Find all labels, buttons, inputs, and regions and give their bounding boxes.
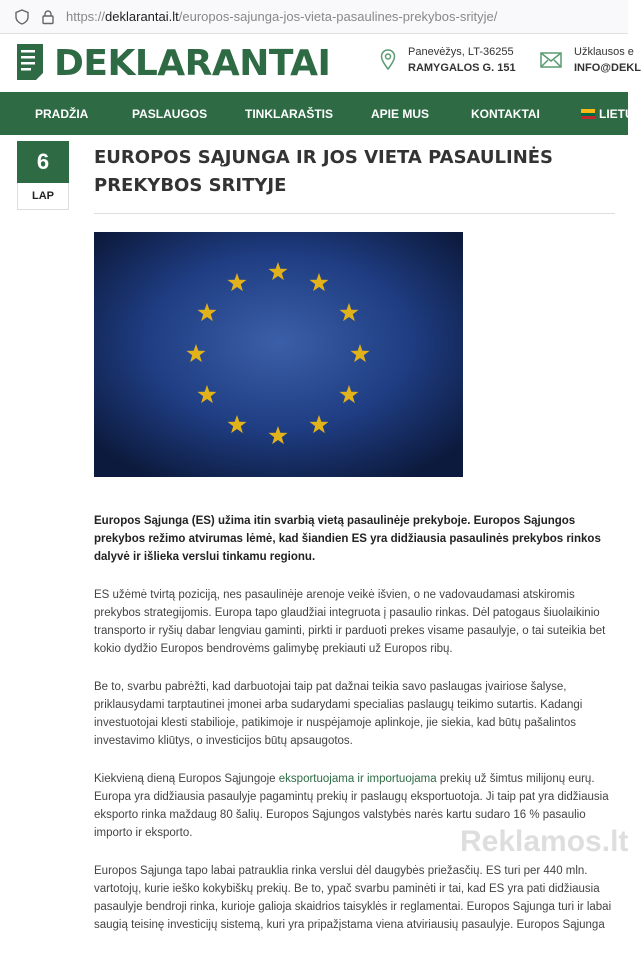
nav-item-pradzia[interactable]: PRADŽIA — [35, 106, 89, 121]
location-line2: RAMYGALOS G. 151 — [408, 62, 516, 74]
nav-item-apie-mus[interactable]: APIE MUS — [371, 106, 430, 121]
shield-icon[interactable] — [14, 9, 30, 25]
location-info — [380, 44, 516, 76]
watermark: Reklamos.lt — [460, 825, 629, 858]
language-label: LIETUV — [599, 106, 642, 121]
nav-item-language[interactable] — [581, 107, 642, 121]
article-paragraph-4: Europos Sąjunga tapo labai patrauklia rinka verslui dėl daugybės priežasčių. ES turi per 440 mln. vartotojų, kurie ieško kokybiškų prekių. Be to, ypač svarbu paminėti ir tai, kad ES yra pati didžiausia pasaulyje bendroji rinka, kurioje galioja skaidrios taisyklės ir reglamentai. Europos Sąjunga turi ir labai saugią teisinę investicijų sistemą, kuri yra pripažįstama viena atviriausių pasaulyje. Europos Sąjunga — [94, 865, 612, 931]
inquiry-email[interactable]: INFO@DEKL — [574, 62, 641, 74]
site-header — [0, 34, 641, 92]
lithuania-flag-icon — [581, 109, 595, 119]
url-path: /europos-sajunga-jos-vieta-pasaulines-prekybos-srityje/ — [178, 9, 498, 24]
map-pin-icon — [380, 49, 396, 71]
article-paragraph-2: Be to, svarbu pabrėžti, kad darbuotojai taip pat dažnai teikia savo paslaugas įvairiose šalyse, priklausydami tarptautinei įmonei arba sudarydami specialias paslaugų teikimo sutartis. Kadangi investuotojai klesti stabilioje, patikimoje ir nuspėjamoje aplinkoje, jie siekia, kad būtų pašalintos investavimo kliūtys, o investicijos būtų apsaugotos. — [94, 681, 583, 747]
inquiry-line1: Užklausos e — [574, 46, 634, 58]
url-text[interactable] — [66, 9, 497, 24]
main-nav — [0, 92, 642, 135]
export-import-link[interactable]: eksportuojama ir importuojama — [278, 773, 437, 785]
post-title: EUROPOS SĄJUNGA IR JOS VIETA PASAULINĖS PREKYBOS SRITYJE — [94, 147, 554, 196]
document-logo-icon — [16, 43, 46, 83]
browser-url-bar[interactable] — [0, 0, 628, 34]
lock-icon[interactable] — [40, 9, 56, 25]
site-logo[interactable] — [16, 43, 330, 84]
post-date-month: LAP — [17, 183, 69, 210]
nav-item-paslaugos[interactable]: PASLAUGOS — [132, 106, 208, 121]
nav-item-kontaktai[interactable]: KONTAKTAI — [471, 106, 540, 121]
url-host: deklarantai.lt — [105, 9, 179, 24]
p3-text-after: prekių už šimtus milijonų eurų. Europa yra didžiausia pasaulyje pagamintų prekių ir paslaugų eksportuotoja. Ji taip pat yra didžiausia eksporto rinka maždaug 80 šalių. Europos Sąjungos valstybės narės kartu sudaro 16 % pasaulio importo ir eksporto. — [94, 773, 609, 839]
article-lead: Europos Sąjunga (ES) užima itin svarbią vietą pasaulinėje prekyboje. Europos Sąjungos prekybos režimo atvirumas lėmė, kad šiandien ES yra didžiausia pasaulinės prekybos rinkos dalyvė ir išlieka verslui tinkamu regionu. — [94, 515, 601, 563]
logo-text: DEKLARANTAI — [54, 42, 331, 84]
post-date-badge — [17, 141, 69, 210]
inquiry-info — [540, 44, 641, 76]
post-date-day: 6 — [17, 141, 69, 183]
envelope-icon — [540, 52, 562, 68]
article-body — [94, 512, 612, 954]
article-paragraph-1: ES užėmė tvirtą poziciją, nes pasaulinėje arenoje veikė išvien, o ne vadovaudamasi atskiromis prekybos strategijomis. Europa tapo glaudžiai integruota į pasaulio rinkas. Dėl patogaus šiuolaikinio transporto ir ryšių dabar lengviau gaminti, pirkti ir parduoti prekes visame pasaulyje, o tai suteikia bet kokio dydžio Europos bendrovėms galimybę prekiauti už Europos ribų. — [94, 589, 606, 655]
eu-flag-image — [94, 232, 463, 477]
p3-text-before: Kiekvieną dieną Europos Sąjungoje — [94, 773, 279, 785]
nav-item-tinklarastis[interactable]: TINKLARAŠTIS — [245, 106, 333, 121]
url-scheme: https:// — [66, 9, 106, 24]
title-divider — [94, 213, 615, 214]
location-line1: Panevėžys, LT-36255 — [408, 46, 514, 58]
